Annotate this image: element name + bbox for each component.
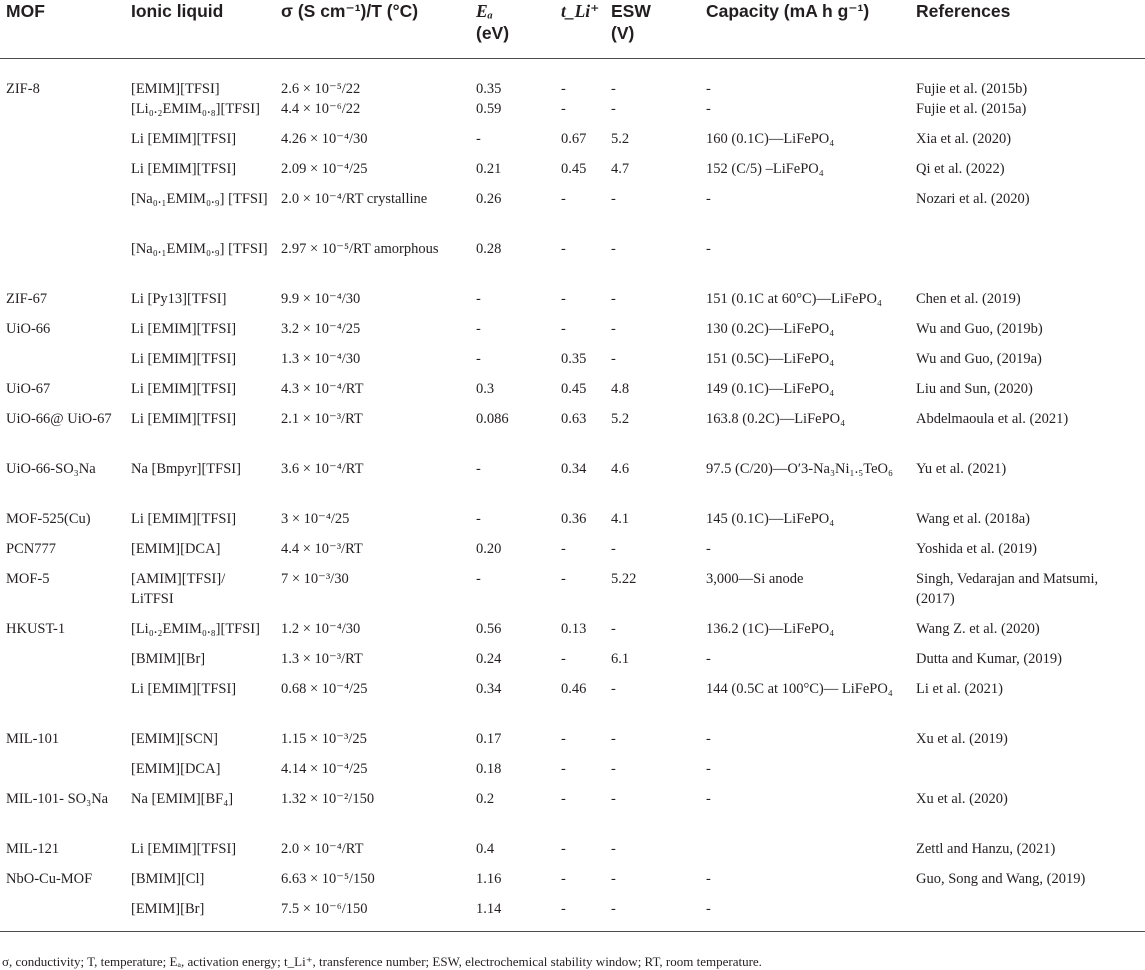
cell-ionic-liquid: Li [EMIM][TFSI] xyxy=(131,510,237,527)
cell-reference: Xu et al. (2020) xyxy=(916,790,1008,807)
cell-transference-number: - xyxy=(561,870,566,887)
cell-ionic-liquid: Li [Py13][TFSI] xyxy=(131,290,227,307)
cell-conductivity: 3 × 10⁻⁴/25 xyxy=(281,510,350,527)
cell-reference: Xia et al. (2020) xyxy=(916,130,1012,147)
cell-capacity: - xyxy=(706,100,711,117)
cell-esw: 5.2 xyxy=(611,410,630,427)
cell-mof xyxy=(0,159,125,189)
cell-transference-number: 0.46 xyxy=(561,680,587,697)
header-esw-label: ESW xyxy=(611,1,651,21)
cell-esw: - xyxy=(611,540,616,557)
cell-reference: Yoshida et al. (2019) xyxy=(916,540,1037,557)
table-row xyxy=(0,409,1145,459)
cell-ionic-liquid: [EMIM][SCN] xyxy=(131,730,218,747)
cell-esw: - xyxy=(611,290,616,307)
cell-conductivity: 0.68 × 10⁻⁴/25 xyxy=(281,680,368,697)
cell-mof: UiO-66@ UiO-67 xyxy=(6,410,112,427)
cell-capacity xyxy=(700,839,910,869)
cell-mof xyxy=(0,759,125,789)
cell-activation-energy: - xyxy=(476,570,481,587)
header-row xyxy=(0,0,1145,58)
table-row xyxy=(0,569,1145,619)
cell-ionic-liquid: [Li₀.₂EMIM₀.₈][TFSI] xyxy=(131,100,260,117)
cell-capacity: 130 (0.2C)—LiFePO₄ xyxy=(706,320,835,337)
cell-transference-number: - xyxy=(561,320,566,337)
cell-reference: Fujie et al. (2015b) xyxy=(916,80,1028,97)
cell-conductivity: 3.6 × 10⁻⁴/RT xyxy=(281,460,364,477)
cell-mof xyxy=(0,899,125,932)
cell-capacity: - xyxy=(706,790,711,807)
table-row xyxy=(0,869,1145,899)
cell-reference: Fujie et al. (2015a) xyxy=(916,100,1027,117)
cell-reference: Liu and Sun, (2020) xyxy=(916,380,1033,397)
cell-transference-number: - xyxy=(561,100,566,117)
cell-capacity: - xyxy=(706,730,711,747)
cell-ionic-liquid: Li [EMIM][TFSI] xyxy=(131,160,237,177)
cell-mof: UiO-66 xyxy=(6,320,51,337)
cell-capacity: - xyxy=(706,80,711,97)
cell-esw: - xyxy=(611,870,616,887)
cell-conductivity: 6.63 × 10⁻⁵/150 xyxy=(281,870,375,887)
cell-conductivity: 4.4 × 10⁻³/RT xyxy=(281,540,363,557)
cell-ionic-liquid: Na [EMIM][BF₄] xyxy=(131,790,234,807)
cell-reference: Zettl and Hanzu, (2021) xyxy=(916,840,1056,857)
cell-transference-number: 0.13 xyxy=(561,620,587,637)
table-row xyxy=(0,58,1145,99)
cell-activation-energy: 0.18 xyxy=(476,760,502,777)
cell-transference-number: - xyxy=(561,190,566,207)
cell-mof: MIL-101 xyxy=(6,730,60,747)
cell-capacity: - xyxy=(706,870,711,887)
cell-ionic-liquid: Li [EMIM][TFSI] xyxy=(131,320,237,337)
header-transference-number: t_Li⁺ xyxy=(555,0,605,58)
cell-transference-number: 0.67 xyxy=(561,130,587,147)
cell-esw: - xyxy=(611,680,616,697)
cell-reference: Li et al. (2021) xyxy=(916,680,1003,697)
table-row xyxy=(0,539,1145,569)
header-mof: MOF xyxy=(0,0,125,58)
cell-activation-energy: 1.14 xyxy=(470,899,555,932)
cell-capacity: 149 (0.1C)—LiFePO₄ xyxy=(706,380,835,397)
cell-conductivity: 2.97 × 10⁻⁵/RT amorphous xyxy=(281,240,439,257)
table-row xyxy=(0,239,1145,289)
cell-ionic-liquid: [EMIM][Br] xyxy=(125,899,275,932)
cell-conductivity: 7.5 × 10⁻⁶/150 xyxy=(275,899,470,932)
cell-mof xyxy=(0,239,125,289)
cell-transference-number: - xyxy=(561,790,566,807)
cell-mof: ZIF-8 xyxy=(6,80,40,97)
cell-esw: - xyxy=(611,760,616,777)
table-row xyxy=(0,99,1145,129)
cell-transference-number: - xyxy=(561,290,566,307)
header-capacity: Capacity (mA h g⁻¹) xyxy=(700,0,910,58)
cell-ionic-liquid: Li [EMIM][TFSI] xyxy=(131,680,237,697)
table-row xyxy=(0,159,1145,189)
cell-transference-number: 0.35 xyxy=(561,350,587,367)
cell-conductivity: 3.2 × 10⁻⁴/25 xyxy=(281,320,361,337)
cell-conductivity: 1.2 × 10⁻⁴/30 xyxy=(281,620,361,637)
cell-esw: 4.6 xyxy=(611,460,630,477)
cell-reference: Wang et al. (2018a) xyxy=(916,510,1030,527)
cell-ionic-liquid: Li [EMIM][TFSI] xyxy=(131,410,237,427)
cell-ionic-liquid: [EMIM][DCA] xyxy=(131,540,221,557)
cell-activation-energy: - xyxy=(476,350,481,367)
cell-reference: Wu and Guo, (2019b) xyxy=(916,320,1043,337)
cell-ionic-liquid: [AMIM][TFSI]/ LiTFSI xyxy=(131,570,226,607)
cell-reference: Xu et al. (2019) xyxy=(916,730,1008,747)
header-esw-unit: (V) xyxy=(611,23,635,43)
cell-esw: - xyxy=(611,240,616,257)
cell-capacity: 144 (0.5C at 100°C)— LiFePO₄ xyxy=(706,680,893,697)
cell-transference-number: 0.45 xyxy=(561,380,587,397)
cell-conductivity: 4.14 × 10⁻⁴/25 xyxy=(281,760,368,777)
table-row xyxy=(0,379,1145,409)
cell-esw: - xyxy=(611,80,616,97)
cell-activation-energy: 0.26 xyxy=(476,190,502,207)
cell-ionic-liquid: [Li₀.₂EMIM₀.₈][TFSI] xyxy=(131,620,260,637)
cell-conductivity: 1.3 × 10⁻⁴/30 xyxy=(281,350,361,367)
cell-activation-energy: 1.16 xyxy=(476,870,502,887)
table-row xyxy=(0,619,1145,649)
cell-capacity: 145 (0.1C)—LiFePO₄ xyxy=(706,510,835,527)
header-esw xyxy=(605,0,700,58)
cell-transference-number: 0.45 xyxy=(561,160,587,177)
cell-reference: Yu et al. (2021) xyxy=(916,460,1007,477)
cell-mof: ZIF-67 xyxy=(6,290,48,307)
cell-mof: UiO-66-SO₃Na xyxy=(6,460,96,477)
table-row xyxy=(0,729,1145,759)
table-row xyxy=(0,289,1145,319)
cell-transference-number: - xyxy=(561,540,566,557)
cell-mof: MIL-121 xyxy=(6,840,60,857)
cell-conductivity: 9.9 × 10⁻⁴/30 xyxy=(281,290,361,307)
cell-esw: - xyxy=(611,730,616,747)
cell-transference-number: - xyxy=(561,240,566,257)
table-footnote: σ, conductivity; T, temperature; Eₐ, activation energy; t_Li⁺, transference number; ESW, electrochemical stability window; RT, room temperature. xyxy=(2,954,762,969)
cell-activation-energy: 0.35 xyxy=(476,80,502,97)
cell-reference: Wang Z. et al. (2020) xyxy=(916,620,1040,637)
cell-esw: - xyxy=(611,790,616,807)
cell-capacity: - xyxy=(706,240,711,257)
cell-activation-energy: 0.21 xyxy=(476,160,502,177)
table-row xyxy=(0,679,1145,729)
header-references: References xyxy=(910,0,1145,58)
cell-reference: Guo, Song and Wang, (2019) xyxy=(916,870,1086,887)
table-row xyxy=(0,789,1145,839)
cell-conductivity: 4.26 × 10⁻⁴/30 xyxy=(281,130,368,147)
table-row xyxy=(0,349,1145,379)
cell-mof xyxy=(0,189,125,239)
cell-ionic-liquid: [BMIM][Cl] xyxy=(131,870,205,887)
cell-mof: MOF-525(Cu) xyxy=(6,510,91,527)
cell-conductivity: 7 × 10⁻³/30 xyxy=(281,570,349,587)
cell-conductivity: 2.1 × 10⁻³/RT xyxy=(281,410,363,427)
cell-esw: 5.22 xyxy=(611,570,637,587)
cell-ionic-liquid: Li [EMIM][TFSI] xyxy=(131,840,237,857)
cell-conductivity: 1.15 × 10⁻³/25 xyxy=(281,730,367,747)
cell-transference-number: - xyxy=(561,760,566,777)
cell-mof xyxy=(0,99,125,129)
cell-ionic-liquid: [EMIM][TFSI] xyxy=(131,80,220,97)
cell-esw: 4.7 xyxy=(611,160,630,177)
cell-transference-number: - xyxy=(561,570,566,587)
cell-conductivity: 1.3 × 10⁻³/RT xyxy=(281,650,363,667)
cell-transference-number: - xyxy=(561,80,566,97)
cell-activation-energy: 0.34 xyxy=(476,680,502,697)
cell-ionic-liquid: Li [EMIM][TFSI] xyxy=(131,380,237,397)
cell-capacity: 152 (C/5) –LiFePO₄ xyxy=(706,160,824,177)
cell-mof: MIL-101- SO₃Na xyxy=(6,790,109,807)
table-row xyxy=(0,129,1145,159)
cell-capacity: 136.2 (1C)—LiFePO₄ xyxy=(706,620,835,637)
cell-conductivity: 2.6 × 10⁻⁵/22 xyxy=(281,80,361,97)
header-ionic-liquid: Ionic liquid xyxy=(125,0,275,58)
cell-activation-energy: 0.56 xyxy=(476,620,502,637)
table-body xyxy=(0,58,1145,932)
cell-ionic-liquid: Na [Bmpyr][TFSI] xyxy=(131,460,241,477)
cell-ionic-liquid: [Na₀.₁EMIM₀.₉] [TFSI] xyxy=(131,190,268,207)
cell-mof xyxy=(0,349,125,379)
cell-mof: HKUST-1 xyxy=(6,620,66,637)
cell-reference: Qi et al. (2022) xyxy=(916,160,1005,177)
cell-capacity: 151 (0.5C)—LiFePO₄ xyxy=(706,350,835,367)
cell-activation-energy: - xyxy=(476,510,481,527)
cell-transference-number: 0.63 xyxy=(561,410,587,427)
cell-transference-number: - xyxy=(561,730,566,747)
cell-activation-energy: - xyxy=(476,320,481,337)
table-header xyxy=(0,0,1145,58)
cell-esw: 4.8 xyxy=(611,380,630,397)
table-row xyxy=(0,319,1145,349)
cell-capacity: - xyxy=(706,190,711,207)
cell-mof: NbO-Cu-MOF xyxy=(6,870,93,887)
cell-activation-energy: 0.2 xyxy=(476,790,495,807)
cell-activation-energy: 0.17 xyxy=(476,730,502,747)
cell-capacity: 151 (0.1C at 60°C)—LiFePO₄ xyxy=(706,290,882,307)
cell-esw: - xyxy=(611,840,616,857)
header-conductivity: σ (S cm⁻¹)/T (°C) xyxy=(275,0,470,58)
table-row xyxy=(0,649,1145,679)
cell-ionic-liquid: [BMIM][Br] xyxy=(131,650,206,667)
cell-capacity: 163.8 (0.2C)—LiFePO₄ xyxy=(706,410,846,427)
cell-ionic-liquid: [EMIM][DCA] xyxy=(131,760,221,777)
cell-mof: PCN777 xyxy=(6,540,56,557)
cell-activation-energy: 0.3 xyxy=(476,380,495,397)
cell-capacity: 97.5 (C/20)—O′3-Na₃Ni₁.₅TeO₆ xyxy=(706,460,894,477)
cell-reference xyxy=(910,239,1145,289)
cell-esw: - xyxy=(611,620,616,637)
cell-mof xyxy=(0,679,125,729)
header-activation-energy xyxy=(470,0,555,58)
cell-conductivity: 1.32 × 10⁻²/150 xyxy=(281,790,375,807)
cell-capacity: - xyxy=(706,650,711,667)
table-row xyxy=(0,509,1145,539)
cell-mof: MOF-5 xyxy=(6,570,50,587)
cell-reference: Abdelmaoula et al. (2021) xyxy=(916,410,1069,427)
cell-esw: 4.1 xyxy=(611,510,630,527)
cell-conductivity: 2.0 × 10⁻⁴/RT crystalline xyxy=(281,190,428,207)
table-row xyxy=(0,839,1145,869)
cell-transference-number: 0.36 xyxy=(561,510,587,527)
cell-transference-number: - xyxy=(561,840,566,857)
cell-capacity: 160 (0.1C)—LiFePO₄ xyxy=(706,130,835,147)
cell-mof xyxy=(0,649,125,679)
table-row xyxy=(0,189,1145,239)
cell-esw: - xyxy=(611,190,616,207)
cell-activation-energy: 0.59 xyxy=(476,100,502,117)
cell-capacity: - xyxy=(700,899,910,932)
cell-conductivity: 4.3 × 10⁻⁴/RT xyxy=(281,380,364,397)
cell-esw: - xyxy=(611,100,616,117)
cell-ionic-liquid: Li [EMIM][TFSI] xyxy=(131,350,237,367)
cell-reference: Wu and Guo, (2019a) xyxy=(916,350,1042,367)
cell-reference xyxy=(910,759,1145,789)
cell-capacity: - xyxy=(706,760,711,777)
cell-transference-number: - xyxy=(555,899,605,932)
cell-activation-energy: 0.28 xyxy=(476,240,502,257)
cell-activation-energy: 0.20 xyxy=(476,540,502,557)
cell-activation-energy: - xyxy=(476,460,481,477)
table-row xyxy=(0,459,1145,509)
cell-activation-energy: - xyxy=(476,130,481,147)
cell-mof: UiO-67 xyxy=(6,380,51,397)
cell-reference: Chen et al. (2019) xyxy=(916,290,1021,307)
cell-reference xyxy=(910,899,1145,932)
cell-esw: - xyxy=(611,320,616,337)
header-ea-unit: (eV) xyxy=(476,23,510,43)
cell-reference: Nozari et al. (2020) xyxy=(916,190,1030,207)
cell-ionic-liquid: [Na₀.₁EMIM₀.₉] [TFSI] xyxy=(131,240,268,257)
table-row xyxy=(0,899,1145,932)
cell-esw: 6.1 xyxy=(611,650,630,667)
table-row xyxy=(0,759,1145,789)
header-ea-symbol: Eₐ xyxy=(476,1,493,21)
cell-conductivity: 2.0 × 10⁻⁴/RT xyxy=(281,840,364,857)
cell-reference: Singh, Vedarajan and Matsumi, (2017) xyxy=(916,570,1099,607)
cell-transference-number: - xyxy=(561,650,566,667)
cell-transference-number: 0.34 xyxy=(561,460,587,477)
cell-conductivity: 4.4 × 10⁻⁶/22 xyxy=(281,100,361,117)
cell-activation-energy: 0.24 xyxy=(476,650,502,667)
cell-activation-energy: 0.4 xyxy=(476,840,495,857)
cell-ionic-liquid: Li [EMIM][TFSI] xyxy=(131,130,237,147)
cell-activation-energy: - xyxy=(476,290,481,307)
cell-esw: - xyxy=(605,899,700,932)
cell-reference: Dutta and Kumar, (2019) xyxy=(916,650,1062,667)
cell-mof xyxy=(0,129,125,159)
cell-esw: 5.2 xyxy=(611,130,630,147)
cell-esw: - xyxy=(611,350,616,367)
cell-conductivity: 2.09 × 10⁻⁴/25 xyxy=(281,160,368,177)
cell-capacity: 3,000—Si anode xyxy=(706,570,804,587)
cell-activation-energy: 0.086 xyxy=(476,410,509,427)
cell-capacity: - xyxy=(706,540,711,557)
